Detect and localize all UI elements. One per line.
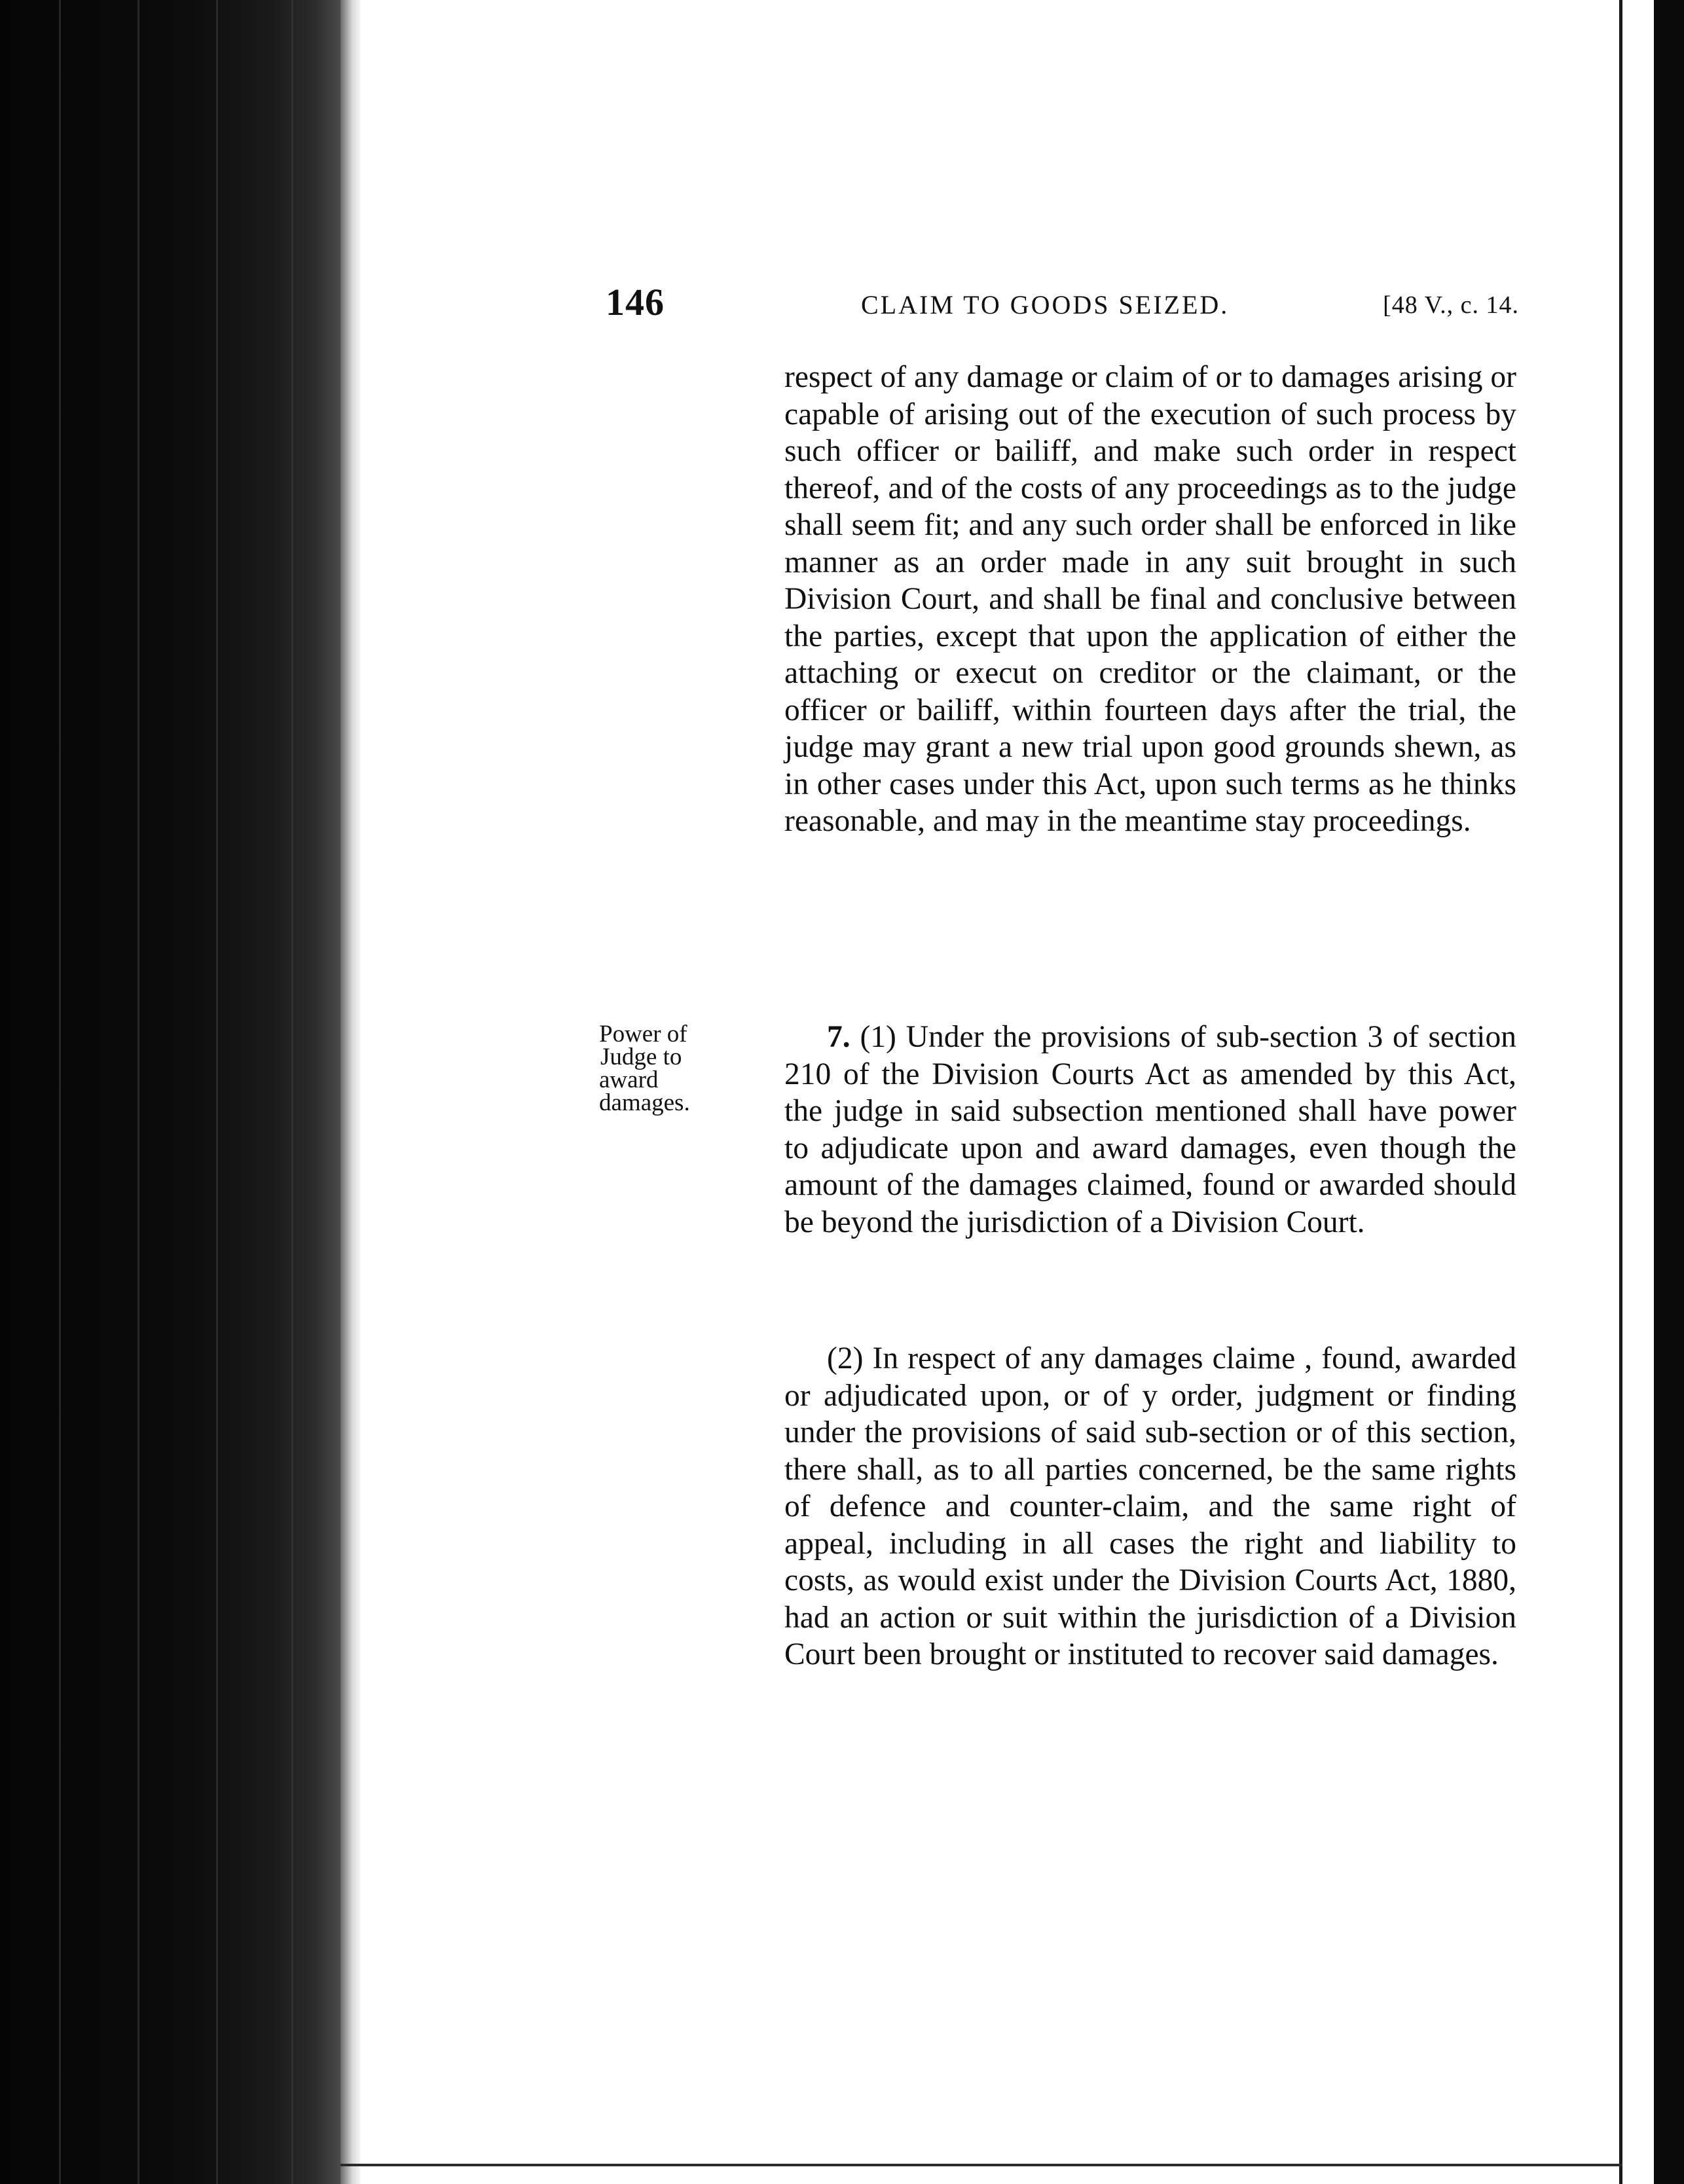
page-number: 146 <box>606 281 665 323</box>
paragraph <box>784 1019 1516 1241</box>
scan-streak <box>59 0 61 2184</box>
paragraph-text: respect of any damage or claim of or to damages arising or capable of arising out of the execution of such process by such officer or bailiff, and make such order in respect thereof, and of the costs of any proceedings as to the judge shall seem fit; and any such order shall be enforced in like manner as an order made in any suit brought in such Division Court, and shall be final and conclusive between the parties, except that upon the application of either the attaching or execut on creditor or the claimant, or the officer or bailiff, within fourteen days after the trial, the judge may grant a new trial upon good grounds shewn, as in other cases under this Act, upon such terms as he thinks reasonable, and may in the meantime stay proceedings. <box>784 360 1516 838</box>
scan-streak <box>291 0 293 2184</box>
section-7-subsection-2 <box>784 1340 1516 1673</box>
statute-citation: [48 V., c. 14. <box>1383 291 1519 319</box>
running-head <box>606 280 1519 326</box>
running-title: CLAIM TO GOODS SEIZED. <box>861 290 1230 319</box>
right-page-rule <box>1619 0 1622 2184</box>
marginal-note <box>599 1023 717 1114</box>
marginal-note-line: Judge to <box>600 1044 682 1070</box>
scan-right-edge <box>1654 0 1684 2184</box>
scan-streak <box>216 0 218 2184</box>
scan-streak <box>137 0 139 2184</box>
bottom-page-rule <box>340 2164 1622 2166</box>
section-7-subsection-1 <box>784 1019 1516 1241</box>
paragraph-text: (1) Under the provisions of sub-section 3 of section 210 of the Division Courts Act as amended by this Act, the judge in said subsection mentioned shall have power to adjudicate upon and award damages, even though the amount of the damages claimed, found or awarded should be beyond the jurisdiction of a Division Court. <box>784 1020 1516 1239</box>
body-paragraph-continued <box>784 359 1516 840</box>
page-gutter <box>340 0 360 2184</box>
scan-left-edge <box>0 0 340 2184</box>
marginal-note-line: damages. <box>599 1089 690 1116</box>
marginal-note-line: Power of <box>599 1021 687 1047</box>
marginal-note-line: award <box>599 1066 659 1093</box>
paragraph-text: (2) In respect of any damages claime , found, awarded or adjudicated upon, or of y order, judgment or finding under the provisions of said sub-section or of this section, there shall, as to all parties concerned, be the same rights of defence and counter-claim, and the same right of appeal, including in all cases the right and liability to costs, as would exist under the Division Courts Act, 1880, had an action or suit within the jurisdiction of a Division Court been brought or instituted to recover said damages. <box>784 1341 1516 1671</box>
section-number: 7. <box>827 1020 851 1054</box>
